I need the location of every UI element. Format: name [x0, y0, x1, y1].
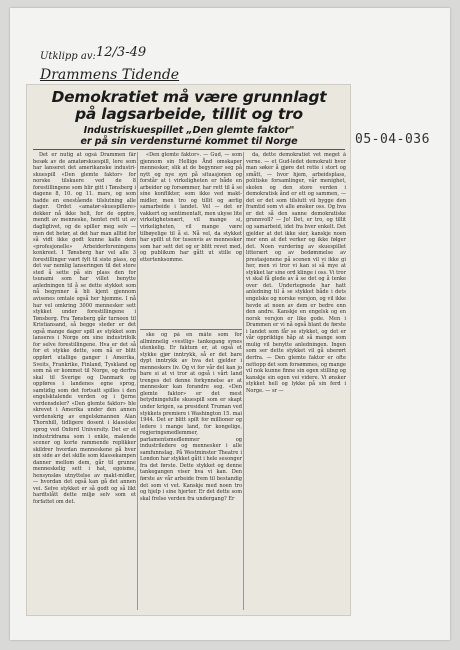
- article-headline: [33, 89, 345, 123]
- article-column-1: [33, 152, 136, 610]
- headline-line-2: på lagsarbeide, tillit og tro: [75, 105, 303, 123]
- newspaper-clipping: [26, 84, 351, 616]
- article-column-2-continued: [140, 332, 242, 610]
- column-2-separator: [140, 329, 242, 330]
- subhead-line-1: Industriskuespillet „Den glemte faktor": [83, 125, 295, 136]
- column-3-text: da, dette demokratiet vet meget å verne. — et Gud-ledet demokrati hvor man søker å gjøre det rette i stort og smått, — hvor hjem, arbeidsplass, politiske forsamlinger, vår menighet, skolen og den store verden i demokratisk ånd er ett og sammen, — det er det som tilslutt vil bygge den framtid som vi alle ønsker oss. Og hva er det så den sanne demokratiske grunnvoll? — Jo! Det, er tro, og tillit og samarbeid, idet fra hver enkelt. Det gjelder at det ikke sier, kanskje noen mer enn at det verker og ikke følger det. Noen vurdering av skuespillet litterært og av bedømmelse av prestasjonene på scenen vil vi ikke gi her, men vi tror vi kan si så mye at stykket lar sine ord klinge i oss. Vi tror vi skal få glede av å se det og å tenke over det. Undertegnede har hatt anledning til å se stykket både i dets engelske og norske versjon, og vil ikke hevde at noen av dem er bedre enn den andre. Kanskje en engelsk og en norsk versjon er like gode. Men i Drammen er vi nå også blant de første i landet som får se stykket, og det er vår oppriktige håp at så mange som mulig vil benytte anledningen. Ingen som ser dette stykket vil gå uberørt derfra. — Den glemte faktor er ofte nettopp det som forsømmes, og mange vil nok kunne finne sin egen stilling og kanskje sin egen vei videre. Vi ønsker stykket hell og lykke på sin ferd i Norge. — sr —: [246, 152, 346, 394]
- clipping-label: Utklipp av:: [40, 51, 96, 62]
- clipping-source: Drammens Tidende: [40, 67, 180, 83]
- column-divider: [243, 152, 244, 610]
- article-subheadline: [33, 125, 345, 147]
- column-1-text: Det er nutig at også Drammen får besøk av de amatørskuespill, lere som har lanseret det amerikanske industri-skuespill «Den glemte faktor» for norske tilskuere ved de 8 forestillingene som blir gitt i Tønsberg i dagene 8, 10. og 11. mars, og som hadde en enestående tilslutning alle dager. Ordet «amatør-skuespillere» dekker nå ikke helt, for de opptre, mendt av menneske, hentet rett ut av dagliglivet, og de spiller meg selv — men det betør, at det har man alltid for så vidt ikke godt kunne kalle dem «profesjonelle» Arbeiderforeningens konkreet. I Tønsberg har vel alle 3 forestillinger vært fylt til siste plass, og det var nemlig lanseringen til det store sted å sette på sin plass den for tsunami som har villet benytte anledningen til å se dette stykket som nå begynner å bli kjent gjennom avisenes omtale også her hjemme. I nå har vel omkring 3000 mennesker sett stykket under forestillingene i Tønsberg. Fra Tønsberg går turneen til Kristiansand, så begge steder er det også mange dager spill av stykket som lanseres i Norge om sine industrifolk for selve forestillingene. Hva er det så for et stykke dette, som nå er blitt oppført utallige ganger i Amerika, Sveits, Frankrike, Finland, Tyskland og som nå er kommet til Norge, og derfra skal til Sverige og Danmark og oppføres i landenes egne sprog, samtidig som det fortsatt spilles i den engelsktalende verden og i fjerne verdensdeler? «Den glemte faktor» ble skrevet i Amerika under den annen verdenskrig av engelskmannen Alan Thornhill, tidligere dosent i klassiske sprog ved Oxford University. Det er et industridrama som i enkle, malende scener og korte rammende replikker skildrer hvordan menneskene på hver sin side av det skille som klassekampen danner mellom dem, går til grunne menneskelig sett i hat, egoisme, hensynsløs utnyttelse av makt-midler, — hvordan det også kan gå det annen vei. Selve stykket er så godt og så likt hardtslått dette miljø selv som et forfattet om det.: [33, 152, 136, 505]
- header-rule: [33, 149, 345, 150]
- article-column-3: [246, 152, 346, 610]
- column-2-text: «Den glemte faktor». — Gud, — som gjennom sin Hellige Ånd omskaper mennesker, slik at de begynner seg på nytt og nye syn på situasjonen og forstår at i virkeligheten er både en arbeider og forsømmer, har rett til å se sine konflikter, som ikke ved makt-midler, men tro og tillit og ærlig samarbeide i landet. Vel — det er vakkert og sentimentalt, men ukyse lite virkelighetsnært, vil mange si, virkeligheten, vil mange være tilbøyelige til å si. Nå vel, da stykket har spillt ut for tusenvis av mennesker som har sett det og er blitt revet med, og publikum har gått ut stille og ettertenksomme.: [140, 152, 242, 263]
- archive-id: 05-04-036: [355, 132, 430, 147]
- archive-page: [10, 8, 450, 640]
- column-divider: [137, 152, 138, 610]
- column-2b-text: ske og på en måte som for allminnelig «vestlig» tankegang synes utenkelig. Er faktum er, at også et stykke gjør inntrykk, så er det bare dypt inntrykk av hva det gjelder i menneskers liv. Og vi for vår del kan jo bare si at vi tror at også i vårt land trenges det denne forkynnelse av at mennesker kan forandre seg. «Den glemte faktor» er det mest betydningsfulle skuespill som er skapt under krigen, sa president Truman ved stykkets premiere i Washington 15. mai 1944. Det er blitt spilt for millioner og ledere i mange land, for kongelige, regjeringsmedlemmer, parlamentsmedlemmer og industriledere og mennesker i alle samfunnslag. På Westminster Theatre i London har stykket gått i hele sesonger fra det første. Dette stykket og denne tankegangen viser hva vi kan. Den første av vår arbeide frem til bestandig det som vi vet. Kanskje med noen tro og hjelp i sine hjerter. Er det dette som skal frelse verden fra undergang? Er: [140, 332, 242, 502]
- clipping-date: 12/3-49: [96, 45, 147, 60]
- subhead-line-2: er på sin verdensturné kommet til Norge: [80, 136, 298, 147]
- headline-line-1: Demokratiet må være grunnlagt: [51, 88, 327, 106]
- article-column-2: [140, 152, 242, 328]
